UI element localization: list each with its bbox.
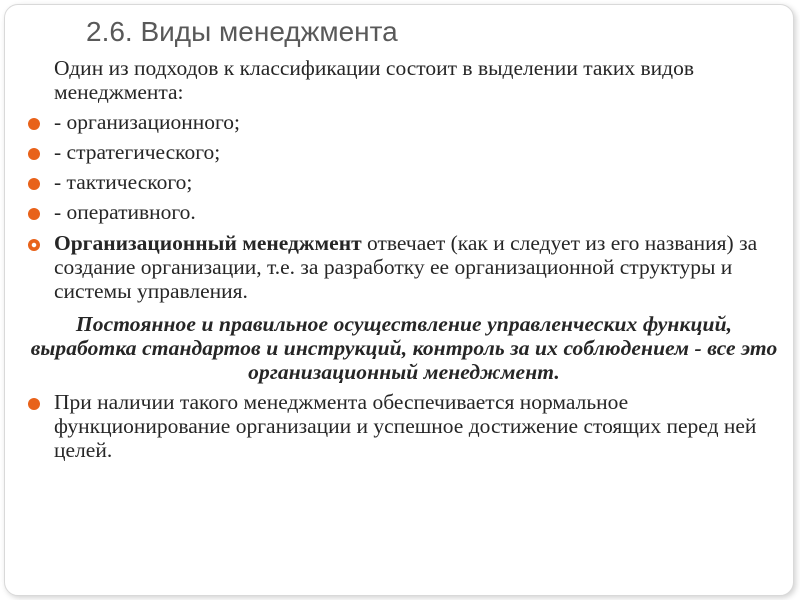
org-management-paragraph (24, 231, 784, 304)
org-management-text: отвечает (как и следует из его названия) за создание организации, т.е. за разработку ее организационной структуры и системы управления. (54, 230, 758, 304)
list-item-label: - стратегического; (54, 139, 221, 164)
list-item (24, 110, 784, 134)
bullet-dot-icon (28, 118, 40, 130)
list-item-label: - организационного; (54, 109, 240, 134)
bullet-dot-icon (28, 148, 40, 160)
bullet-dot-icon (28, 178, 40, 190)
bullet-ring-icon (28, 239, 40, 251)
list-item (24, 200, 784, 224)
bullet-dot-icon (28, 208, 40, 220)
intro-text: Один из подходов к классификации состоит в выделении таких видов менеджмента: (54, 56, 694, 105)
org-management-term: Организационный менеджмент (54, 230, 362, 255)
bullet-dot-icon (28, 398, 40, 410)
emphasis-quote: Постоянное и правильное осуществление управленческих функций, выработка стандартов и инструкций, контроль за их соблюдением - все это организационный менеджмент. (30, 311, 778, 384)
conclusion-paragraph (24, 390, 784, 463)
list-item-label: - оперативного. (54, 200, 196, 225)
list-item (24, 170, 784, 194)
list-item (24, 140, 784, 164)
slide-body (24, 56, 784, 463)
list-item-label: - тактического; (54, 170, 193, 195)
conclusion-text: При наличии такого менеджмента обеспечивается нормальное функционирование организации и успешное достижение стоящих перед ней целей. (54, 389, 757, 463)
slide-title: 2.6. Виды менеджмента (86, 16, 398, 47)
bullet-list (24, 110, 784, 225)
